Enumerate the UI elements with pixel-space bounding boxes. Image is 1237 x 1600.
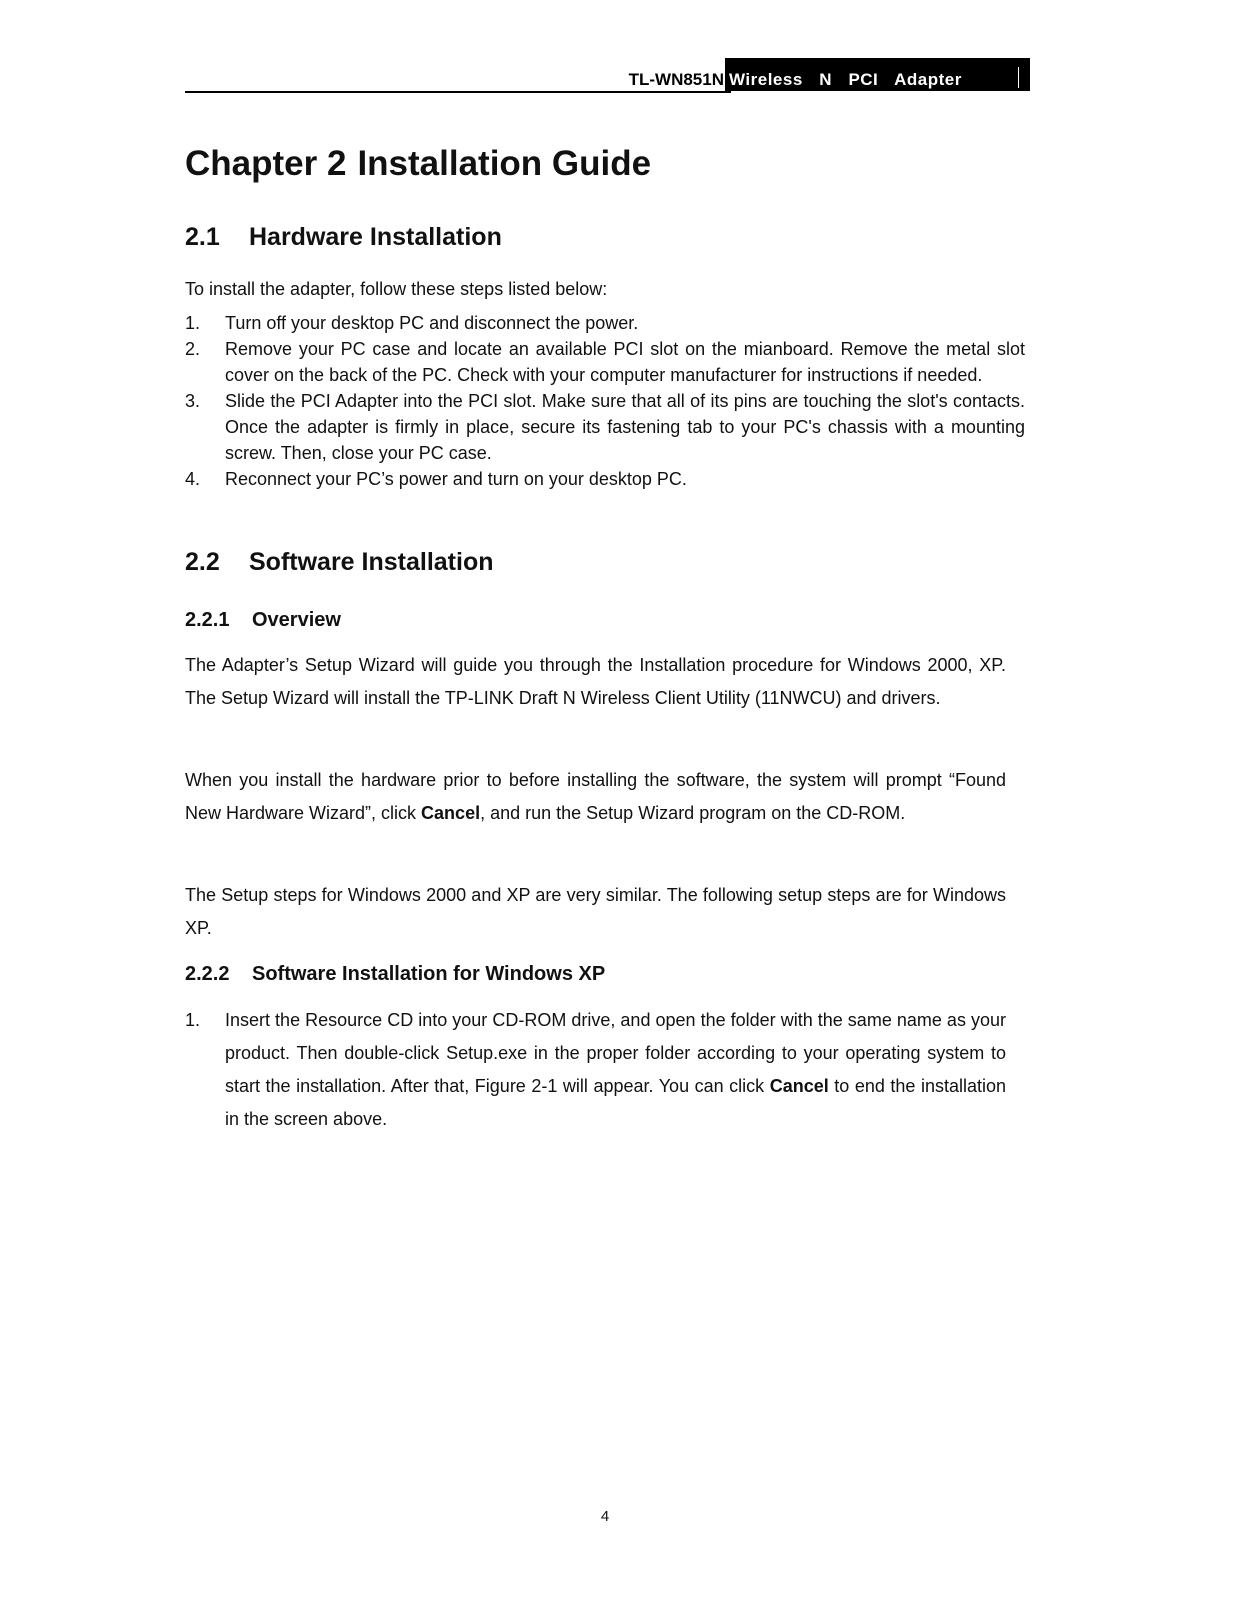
header-product: Wireless N PCI Adapter bbox=[729, 70, 962, 89]
subsection-title: Overview bbox=[252, 609, 341, 631]
software-steps bbox=[185, 1004, 1006, 1136]
list-marker: 2. bbox=[185, 339, 201, 359]
paragraph-text: , and run the Setup Wizard program on the CD-ROM. bbox=[480, 803, 906, 823]
subsection-heading-2-2-1 bbox=[185, 608, 341, 632]
section-title: Hardware Installation bbox=[249, 223, 502, 251]
section-number: 2.2 bbox=[185, 548, 220, 576]
section-number: 2.1 bbox=[185, 223, 220, 251]
overview-paragraph-1: The Adapter’s Setup Wizard will guide you through the Installation procedure for Windows 2000, XP. The Setup Wizard will install the TP-LINK Draft N Wireless Client Utility (11NWCU) and drivers. bbox=[185, 655, 1006, 708]
list-item bbox=[185, 1004, 1006, 1136]
hardware-steps bbox=[185, 310, 1025, 492]
cancel-emphasis: Cancel bbox=[421, 803, 481, 823]
list-item-text: to end the installation in the screen above. bbox=[225, 1076, 1007, 1129]
list-item bbox=[185, 336, 1025, 388]
list-item bbox=[185, 310, 1025, 336]
subsection-title: Software Installation for Windows XP bbox=[252, 963, 606, 985]
paragraph-text: When you install the hardware prior to before installing the software, the system will prompt “Found New Hardware Wizard”, click bbox=[185, 770, 1006, 823]
list-item-text: Reconnect your PC’s power and turn on your desktop PC. bbox=[225, 469, 687, 489]
subsection-number: 2.2.2 bbox=[185, 963, 230, 985]
page-number: 4 bbox=[600, 1508, 610, 1525]
list-marker: 3. bbox=[185, 391, 201, 411]
list-item-text: Slide the PCI Adapter into the PCI slot. Make sure that all of its pins are touching the slot's contacts. Once the adapter is firmly in place, secure its fastening tab to your PC's chassis with a mounting screw. Then, close your PC case. bbox=[225, 391, 1025, 463]
list-marker: 1. bbox=[185, 313, 201, 333]
list-item-text: Turn off your desktop PC and disconnect the power. bbox=[225, 313, 639, 333]
list-item-text: Insert the Resource CD into your CD-ROM drive, and open the folder with the same name as your product. Then double-click Setup.exe in the proper folder according to your operating system to start the installation. After that, Figure 2-1 will appear. You can click bbox=[225, 1010, 1006, 1096]
cancel-emphasis: Cancel bbox=[769, 1076, 829, 1096]
header-model: TL-WN851N bbox=[628, 70, 724, 89]
section-title: Software Installation bbox=[249, 548, 494, 576]
list-marker: 1. bbox=[185, 1010, 201, 1030]
running-header bbox=[185, 58, 1032, 94]
subsection-number: 2.2.1 bbox=[185, 609, 230, 631]
section-heading-2-2 bbox=[185, 547, 493, 577]
overview-paragraph-3: The Setup steps for Windows 2000 and XP are very similar. The following setup steps are for Windows XP. bbox=[185, 885, 1006, 938]
section-heading-2-1 bbox=[185, 222, 502, 252]
chapter-number: Chapter 2 bbox=[185, 144, 347, 183]
list-item-text: Remove your PC case and locate an available PCI slot on the mianboard. Remove the metal slot cover on the back of the PC. Check with your computer manufacturer for instructions if needed. bbox=[225, 339, 1025, 385]
header-rule bbox=[185, 91, 731, 93]
overview-paragraph-2 bbox=[185, 764, 1006, 830]
list-marker: 4. bbox=[185, 469, 201, 489]
list-item bbox=[185, 466, 1025, 492]
list-item bbox=[185, 388, 1025, 466]
subsection-heading-2-2-2 bbox=[185, 962, 605, 986]
chapter-title bbox=[185, 142, 651, 186]
hardware-intro: To install the adapter, follow these steps listed below: bbox=[185, 279, 608, 299]
chapter-name: Installation Guide bbox=[357, 144, 652, 183]
